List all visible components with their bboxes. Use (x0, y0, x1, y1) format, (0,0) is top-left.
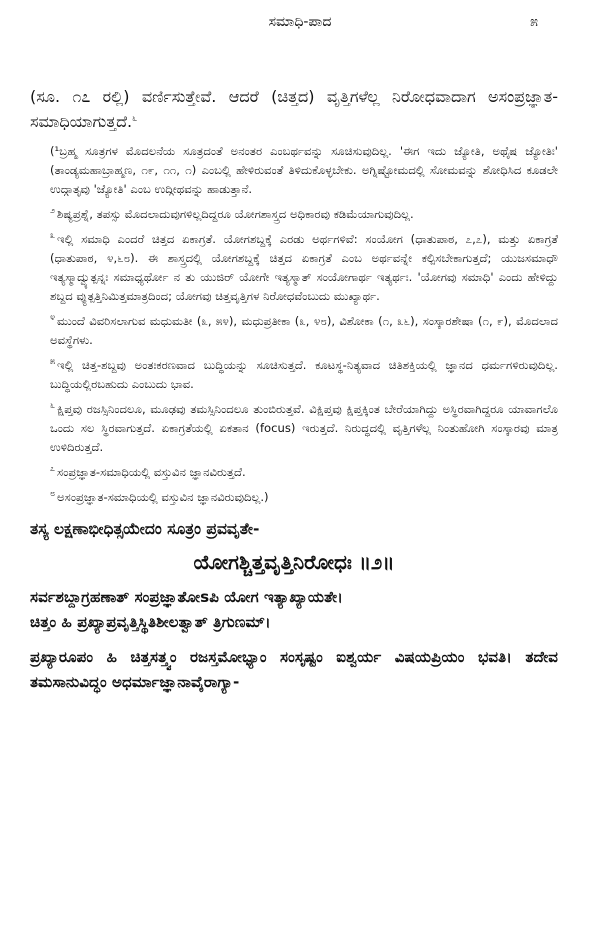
commentary-paragraph-2: ಪ್ರಖ್ಯಾರೂಪಂ ಹಿ ಚಿತ್ತಸತ್ತ್ವಂ ರಜಸ್ತಮೋಭ್ಯಾಂ ಸಂಸೃಷ್ಟಂ ಐಶ್ವರ್ಯ ವಿಷಯಪ್ರಿಯಂ ಭವತಿ। ತದೇವ ತಮಸಾನುವಿದ್ಧಂ ಅಧರ್ಮಾಜ್ಞಾನಾವೈರಾಗ್ಯಾ- (30, 648, 558, 691)
footnote-mark: ೨ (50, 206, 56, 217)
footnote-text: ಇಲ್ಲಿ ಸಮಾಧಿ ಎಂದರೆ ಚಿತ್ತದ ಏಕಾಗ್ರತೆ. ಯೋಗಶಬ್ದಕ್ಕೆ ಎರಡು ಅರ್ಥಗಳಿವೆ: ಸಂಯೋಗ (ಧಾತುಪಾಠ, ೭,೭), ಮತ್ತು ಏಕಾಗ್ರತೆ (ಧಾತುಪಾಠ, ೪,೬೮). ಈ ಶಾಸ್ತ್ರದಲ್ಲಿ ಯೋಗಶಬ್ದಕ್ಕೆ ಚಿತ್ತದ ಏಕಾಗ್ರತೆ ಎಂಬ ಅರ್ಥವನ್ನೇ ಕಲ್ಪಿಸಬೇಕಾಗುತ್ತದೆ; ಯುಜಸಮಾಧೌ ಇತ್ಯಸ್ಮಾದ್ವ್ಯುತ್ಪನ್ನಃ ಸಮಾಧ್ಯರ್ಥೋ ನ ತು ಯುಜಿರ್ ಯೋಗೇ ಇತ್ಯಸ್ಮಾತ್ ಸಂಯೋಗಾರ್ಥ ಇತ್ಯರ್ಥಃ. 'ಯೋಗವು ಸಮಾಧಿ' ಎಂದು ಹೇಳಿದ್ದು ಶಬ್ದದ ವ್ಯುತ್ಪತ್ತಿನಿಮಿತ್ತಮಾತ್ರದಿಂದ; ಯೋಗವು ಚಿತ್ತವೃತ್ತಿಗಳ ನಿರೋಧವೆಂಬುದು ಮುಖ್ಯಾರ್ಥ. (50, 232, 558, 303)
main-paragraph (30, 84, 558, 134)
footnote-2 (30, 205, 558, 224)
footnote-mark: ೬ (50, 401, 56, 412)
footnote-text: (¹ಬ್ರಹ್ಮ ಸೂತ್ರಗಳ ಮೊದಲನೆಯ ಸೂತ್ರದಂತೆ ಅನಂತರ ಎಂಬರ್ಥವನ್ನು ಸೂಚಿಸುವುದಿಲ್ಲ. 'ಈಗ ಇದು ಜ್ಯೋತಿ, ಅಥೈಷ ಜ್ಯೋತಿಃ' (ತಾಂಡ್ಯಮಹಾಬ್ರಾಹ್ಮಣ, ೧೯, ೧೧, ೧) ಎಂಬಲ್ಲಿ ಹೇಳಿರುವಂತೆ ತಿಳಿದುಕೊಳ್ಳಬೇಕು. ಅಗ್ನಿಷ್ಟೋಮದಲ್ಲಿ ಸೋಮವನ್ನು ಶೋಧಿಸಿದ ಕೂಡಲೇ ಉದ್ಗಾತೃವು 'ಜ್ಯೋತಿ' ಎಂಬ ಉದ್ಗೀಥವನ್ನು ಹಾಡುತ್ತಾನೆ. (50, 144, 558, 196)
footnote-6 (30, 400, 558, 457)
footnote-5 (30, 356, 558, 394)
footnote-4 (30, 312, 558, 350)
footnote-1 (30, 142, 558, 199)
commentary-paragraph-1 (30, 585, 558, 635)
footnote-8 (30, 488, 558, 507)
main-paragraph-text: (ಸೂ. ೧೭ ರಲ್ಲಿ) ವರ್ಣಿಸುತ್ತೇವೆ. ಆದರೆ (ಚಿತ್ತದ) ವೃತ್ತಿಗಳೆಲ್ಲ ನಿರೋಧವಾದಾಗ ಅಸಂಪ್ರಜ್ಞಾತ-ಸಮಾಧಿಯಾಗುತ್ತದೆ. (30, 87, 558, 131)
footnote-3 (30, 230, 558, 306)
footnote-mark: ೬ (132, 113, 138, 124)
footnotes (30, 142, 558, 507)
footnote-text: ಶಿಷ್ಯಪ್ರಶ್ನೆ, ತಪಸ್ಸು ಮೊದಲಾದುವುಗಳಿಲ್ಲದಿದ್ದರೂ ಯೋಗಶಾಸ್ತ್ರದ ಅಧಿಕಾರವು ಕಡಿಮೆಯಾಗುವುದಿಲ್ಲ. (57, 207, 414, 221)
footnote-text: ಇಲ್ಲಿ ಚಿತ್ತ-ಶಬ್ದವು ಅಂತಃಕರಣವಾದ ಬುದ್ಧಿಯನ್ನು ಸೂಚಿಸುತ್ತದೆ. ಕೂಟಸ್ಥ-ನಿತ್ಯವಾದ ಚಿತಿಶಕ್ತಿಯಲ್ಲಿ ಜ್ಞಾನದ ಧರ್ಮಗಳಿರುವುದಿಲ್ಲ. ಬುದ್ಧಿಯಲ್ಲಿರಬಹುದು ಎಂಬುದು ಭಾವ. (50, 358, 558, 391)
footnote-mark: ೮ (50, 489, 56, 500)
commentary-line: ಸರ್ವಶಬ್ದಾಗ್ರಹಣಾತ್ ಸಂಪ್ರಜ್ಞಾತೋsಪಿ ಯೋಗ ಇತ್ಯಾಖ್ಯಾಯತೇ। (30, 588, 343, 606)
footnote-mark: ೪ (50, 313, 56, 324)
sutra-heading: ಯೋಗಶ್ಚಿತ್ತವೃತ್ತಿನಿರೋಧಃ ॥೨॥ (193, 550, 395, 574)
footnote-mark: ೭ (50, 464, 56, 475)
sutra-intro: ತಸ್ಯ ಲಕ್ಷಣಾಭೀಧಿತ್ಸಯೇದಂ ಸೂತ್ರಂ ಪ್ರವವೃತೇ- (30, 520, 260, 538)
footnote-text: ಕ್ಷಿಪ್ತವು ರಜಸ್ಸಿನಿಂದಲೂ, ಮೂಢವು ತಮಸ್ಸಿನಿಂದಲೂ ತುಂಬಿರುತ್ತವೆ. ವಿಕ್ಷಿಪ್ತವು ಕ್ಷಿಪ್ತಕ್ಕಿಂತ ಬೇರೆಯಾಗಿದ್ದು ಅಸ್ಥಿರವಾಗಿದ್ದರೂ ಯಾವಾಗಲೊ ಒಂದು ಸಲ ಸ್ಥಿರವಾಗುತ್ತದೆ. ಏಕಾಗ್ರತೆಯಲ್ಲಿ ಏಕತಾನ (focus) ಇರುತ್ತದೆ. ನಿರುದ್ಧದಲ್ಲಿ ವೃತ್ತಿಗಳೆಲ್ಲ ನಿಂತುಹೋಗಿ ಸಂಸ್ಕಾರವು ಮಾತ್ರ ಉಳಿದಿರುತ್ತದೆ. (50, 402, 558, 454)
footnote-mark: ೩ (50, 231, 56, 242)
page-header (0, 10, 600, 38)
footnote-text: ಸಂಪ್ರಜ್ಞಾತ-ಸಮಾಧಿಯಲ್ಲಿ ವಸ್ತುವಿನ ಜ್ಞಾನವಿರುತ್ತದೆ. (57, 465, 246, 479)
commentary-line: ಚಿತ್ತಂ ಹಿ ಪ್ರಖ್ಯಾಪ್ರವೃತ್ತಿಸ್ಥಿತಿಶೀಲತ್ವಾತ್ ತ್ರಿಗುಣಮ್। (30, 613, 271, 631)
footnote-7 (30, 463, 558, 482)
footnote-text: ಅಸಂಪ್ರಜ್ಞಾತ-ಸಮಾಧಿಯಲ್ಲಿ ವಸ್ತುವಿನ ಜ್ಞಾನವಿರುವುದಿಲ್ಲ.) (57, 490, 269, 504)
footnote-text: ಮುಂದೆ ವಿವರಿಸಲಾಗುವ ಮಧುಮತೀ (೩, ೫೪), ಮಧುಪ್ರತೀಕಾ (೩, ೪೮), ವಿಶೋಕಾ (೧, ೩೬), ಸಂಸ್ಕಾರಶೇಷಾ (೧, ೯), ಮೊದಲಾದ ಅವಸ್ಥೆಗಳು. (50, 314, 558, 347)
page-number: ೫ (530, 14, 538, 30)
footnote-mark: ೫ (50, 357, 56, 368)
running-head: ಸಮಾಧಿ-ಪಾದ (268, 14, 332, 30)
page-body (30, 84, 558, 705)
